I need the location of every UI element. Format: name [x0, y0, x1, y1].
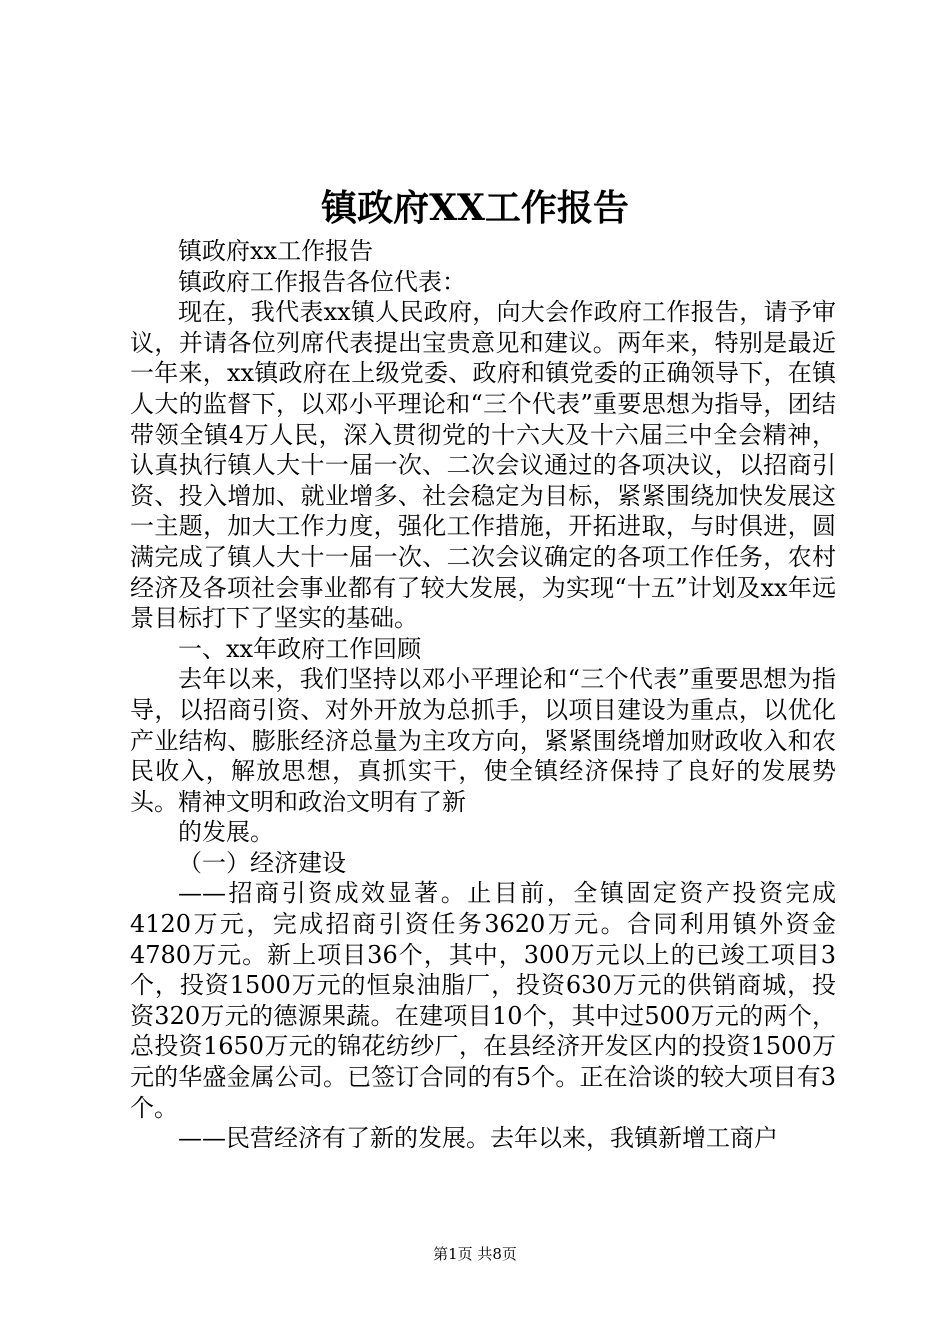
paragraph-intro: 现在，我代表xx镇人民政府，向大会作政府工作报告，请予审议，并请各位列席代表提出宝贵意见和建议。两年来，特别是最近一年来，xx镇政府在上级党委、政府和镇党委的正确领导下，在镇人大的监督下，以邓小平理论和“三个代表”重要思想为指导，团结带领全镇4万人民，深入贯彻党的十六大及十六届三中全会精神，认真执行镇人大十一届一次、二次会议通过的各项决议，以招商引资、投入增加、就业增多、社会稳定为目标，紧紧围绕加快发展这一主题，加大工作力度，强化工作措施，开拓进取，与时俱进，圆满完成了镇人大十一届一次、二次会议确定的各项工作任务，农村经济及各项社会事业都有了较大发展，为实现“十五”计划及xx年远景目标打下了坚实的基础。: [130, 298, 836, 633]
document-body: [130, 236, 836, 1154]
paragraph-subtitle: 镇政府xx工作报告: [178, 237, 374, 265]
paragraph-investment: ——招商引资成效显著。止目前，全镇固定资产投资完成4120万元，完成招商引资任务3620万元。合同利用镇外资金4780万元。新上项目36个，其中，300万元以上的已竣工项目3个，投资1500万元的恒泉油脂厂，投资630万元的供销商城，投资320万元的德源果蔬。在建项目10个，其中过500万元的两个，总投资1650万元的锦花纺纱厂，在县经济开发区内的投资1500万元的华盛金属公司。已签订合同的有5个。正在洽谈的较大项目有3个。: [130, 879, 836, 1122]
document-title: 镇政府XX工作报告: [321, 187, 629, 229]
section-heading-economy: （一）经济建设: [178, 848, 346, 877]
paragraph-review: 去年以来，我们坚持以邓小平理论和“三个代表”重要思想为指导，以招商引资、对外开放为总抓手，以项目建设为重点，以优化产业结构、膨胀经济总量为主攻方向，紧紧围绕增加财政收入和农民收入，解放思想，真抓实干，使全镇经济保持了良好的发展势头。精神文明和政治文明有了新: [130, 665, 836, 816]
section-heading-review: 一、xx年政府工作回顾: [178, 634, 422, 663]
paragraph-private-economy: ——民营经济有了新的发展。去年以来，我镇新增工商户: [178, 1124, 778, 1153]
paragraph-review-continued: 的发展。: [178, 818, 274, 847]
paragraph-salutation: 镇政府工作报告各位代表：: [178, 267, 466, 296]
page-number-footer: 第1页 共8页: [433, 1245, 517, 1263]
